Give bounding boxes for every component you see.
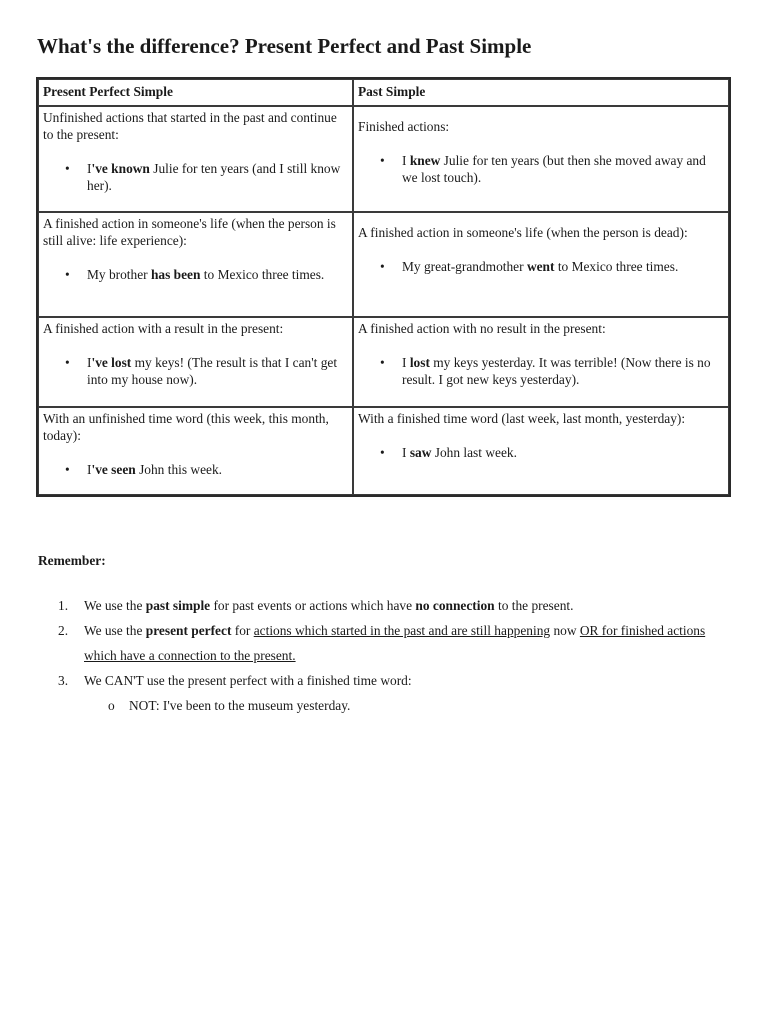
example-sentence: • I've seen John this week. [65, 462, 223, 477]
table-row [38, 106, 729, 212]
example-sentence: • I lost my keys yesterday. It was terrible! (Now there is no result. I got new keys yesterday). [380, 355, 711, 387]
cell-past-simple [353, 407, 729, 495]
bullet-icon: • [380, 355, 385, 370]
header-past-simple: Past Simple [353, 79, 729, 106]
example-sentence: • My great-grandmother went to Mexico three times. [380, 259, 679, 274]
cell-past-simple [353, 212, 729, 317]
bullet-icon: • [380, 153, 385, 168]
usage-description: Finished actions: [358, 119, 450, 134]
usage-description: A finished action in someone's life (when the person is still alive: life experience): [43, 216, 336, 248]
cell-present-perfect [38, 407, 353, 495]
cell-present-perfect [38, 106, 353, 212]
example-sentence: • I've lost my keys! (The result is that I can't get into my house now). [65, 355, 338, 387]
cell-present-perfect [38, 212, 353, 317]
table-row [38, 212, 729, 317]
bullet-icon: • [380, 445, 385, 460]
bullet-icon: • [65, 462, 70, 477]
remember-list [38, 593, 728, 718]
cell-present-perfect [38, 317, 353, 407]
cell-past-simple [353, 106, 729, 212]
cell-past-simple [353, 317, 729, 407]
usage-description: Unfinished actions that started in the past and continue to the present: [43, 110, 337, 142]
circle-bullet-icon: o [108, 698, 115, 713]
list-item: 2. We use the present perfect for actions which started in the past and are still happening now OR for finished actions which have a connection to the present. [38, 618, 728, 668]
page-title: What's the difference? Present Perfect and Past Simple [37, 34, 532, 58]
example-sentence: • I saw John last week. [380, 445, 517, 460]
table-row [38, 407, 729, 495]
comparison-table [36, 77, 731, 497]
list-number: 2. [58, 623, 69, 638]
usage-description: A finished action with a result in the present: [43, 321, 284, 336]
list-item: 1. We use the past simple for past events or actions which have no connection to the present. [38, 593, 728, 618]
example-sentence: • My brother has been to Mexico three times. [65, 267, 325, 282]
bullet-icon: • [65, 267, 70, 282]
usage-description: A finished action with no result in the present: [358, 321, 606, 336]
table-row [38, 317, 729, 407]
usage-description: A finished action in someone's life (when the person is dead): [358, 225, 688, 240]
list-number: 1. [58, 598, 69, 613]
remember-heading: Remember: [38, 553, 106, 568]
sub-list-item: o NOT: I've been to the museum yesterday. [38, 693, 728, 718]
usage-description: With a finished time word (last week, last month, yesterday): [358, 411, 686, 426]
bullet-icon: • [65, 161, 70, 176]
header-present-perfect: Present Perfect Simple [38, 79, 353, 106]
list-number: 3. [58, 673, 69, 688]
bullet-icon: • [380, 259, 385, 274]
example-sentence: • I've known Julie for ten years (and I still know her). [65, 161, 341, 193]
example-sentence: • I knew Julie for ten years (but then she moved away and we lost touch). [380, 153, 706, 185]
table-header-row [38, 79, 729, 106]
list-item: 3. We CAN'T use the present perfect with a finished time word: [38, 668, 728, 693]
bullet-icon: • [65, 355, 70, 370]
usage-description: With an unfinished time word (this week, this month, today): [43, 411, 329, 443]
